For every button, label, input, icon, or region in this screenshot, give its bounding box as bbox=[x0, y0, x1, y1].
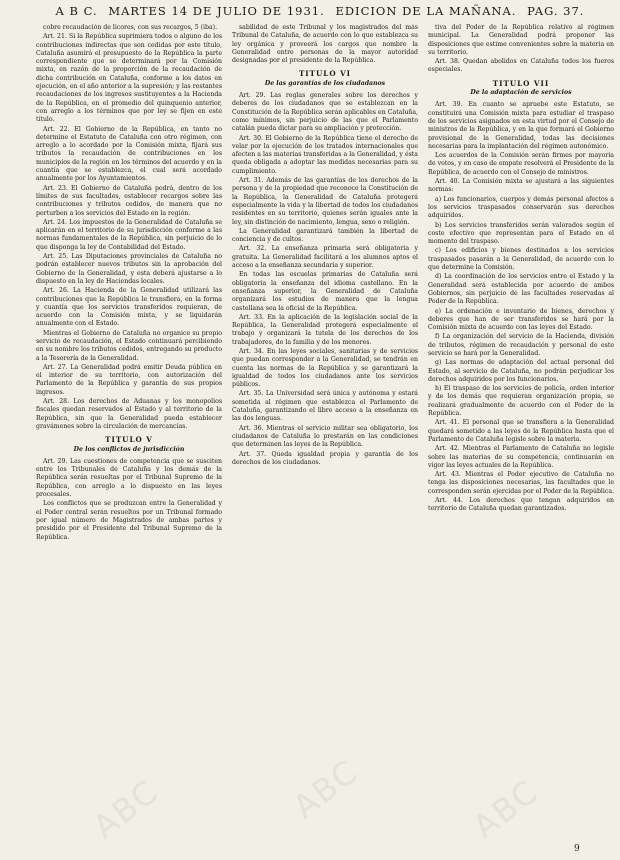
section-subtitle: De la adaptación de servicios bbox=[470, 89, 572, 97]
article-paragraph: Art. 42. Mientras el Parlamento de Cataluña no legisle sobre las materias de su competencia, continuarán en vigor las leyes actuales de la República. bbox=[428, 445, 614, 469]
section-title: TITULO VI bbox=[298, 69, 352, 79]
header-edition: EDICION DE LA MAÑANA. bbox=[335, 4, 517, 18]
article-paragraph: Art. 29. Las reglas generales sobre los derechos y deberes de los ciudadanos que se establezcan en la Constitución de la República serán aplicables en Cataluña, como mínimos, sin perjuicio de las que el Parlamento catalán pueda dictar para su ampliación y protección. bbox=[232, 92, 418, 133]
article-paragraph: Art. 21. Si la República suprimiera todos o alguno de los contribuciones indirectas que son cedidas por este título, Cataluña asumirá el presupuesto de la República la parte correspondiente que se determinará por la Comisión mixta, en razón de la proporción de la recaudación de dicha contribución en Cataluña, conforme a los datos en ejecución, en el año anterior a la supresión; y las restantes recaudaciones de los ingresos sustituyentes a la Hacienda de la República, en el promedio del quinquenio anterior, con arreglo a los términos que por ley se fijen en este título. bbox=[36, 33, 222, 124]
article-paragraph: Art. 35. La Universidad será única y autónoma y estará sometida al régimen que establezca el Parlamento de Cataluña, garantizando el libre acceso a la enseñanza en las dos lenguas. bbox=[232, 390, 418, 423]
article-paragraph: Los acuerdos de la Comisión serán firmes por mayoría de votos, y en caso de empate resolverá el Presidente de la República, de acuerdo con el Consejo de ministros. bbox=[428, 152, 614, 176]
header-date: MARTES 14 DE JULIO DE 1931. bbox=[108, 4, 325, 18]
article-paragraph: Art. 32. La enseñanza primaria será obligatoria y gratuita. La Generalidad facilitará a los alumnos aptos el acceso a la enseñanza secundaria y superior. bbox=[232, 245, 418, 270]
article-paragraph: En todas las escuelas primarias de Cataluña será obligatoria la enseñanza del idioma castellano. En la enseñanza superior, la Generalidad de Cataluña organizará los estudios de manera que la lengua castellana sea la oficial de la República. bbox=[232, 271, 418, 312]
article-paragraph: Art. 27. La Generalidad podrá emitir Deuda pública en el interior de su territorio, con autorización del Parlamento de la República y garantía de sus propios ingresos. bbox=[36, 363, 222, 396]
article-paragraph: a) Los funcionarios, cuerpos y demás personal afectos a los servicios traspasados conservarán sus derechos adquiridos. bbox=[428, 195, 614, 220]
article-columns bbox=[36, 24, 614, 854]
article-paragraph: Art. 43. Mientras el Poder ejecutivo de Cataluña no tenga las disposiciones necesarias, las facultades que le corresponden serán ejercidas por el Poder de la República. bbox=[428, 471, 614, 495]
article-paragraph: Art. 25. Las Diputaciones provinciales de Cataluña no podrán establecer nuevos tributos sin la aprobación del Gobierno de la Generalidad, y esta deberá ajustarse a lo dispuesto en la ley de Haciendas locales. bbox=[36, 253, 222, 285]
section-subtitle: De las garantías de los ciudadanos bbox=[264, 79, 386, 87]
section-subtitle: De los conflictos de jurisdicción bbox=[73, 445, 185, 453]
article-paragraph: Art. 31. Además de las garantías de los derechos de la persona y de la propiedad que reconoce la Constitución de la República, la Generalidad de Cataluña protegerá especialmente la vida y la libertad de todos los ciudadanos residentes en su territorio, quienes serán iguales ante la ley, sin distinción de nacimiento, lengua, sexo o religión. bbox=[232, 177, 418, 226]
article-paragraph: Art. 38. Quedan abolidos en Cataluña todos los fueros especiales. bbox=[428, 58, 614, 74]
article-paragraph: g) Las normas de adaptación del actual personal del Estado, al servicio de Cataluña, no podrán perjudicar los derechos adquiridos por los funcionarios. bbox=[428, 359, 614, 383]
article-paragraph: Art. 23. El Gobierno de Cataluña podrá, dentro de los límites de sus facultades, establecer recargos sobre las contribuciones y tributos cedidos, de manera que no perturben a los servicios del Estado en la región. bbox=[36, 184, 222, 217]
article-paragraph: Los conflictos que se produzcan entre la Generalidad y el Poder central serán resueltos por un Tribunal formado por igual número de Magistrados de ambas partes y presidido por el Presidente del Tribunal Supremo de la República. bbox=[36, 500, 222, 541]
article-paragraph: sabilidad de este Tribunal y los magistrados del más Tribunal de Cataluña, de acuerdo con lo que establezca su ley orgánica y proveerá los cargos que nombre la Generalidad entre personas de la mayor autoridad designadas por el presidente de la República. bbox=[232, 24, 418, 65]
column-right bbox=[428, 24, 614, 854]
article-paragraph: Art. 29. Las cuestiones de competencia que se susciten entre los Tribunales de Cataluña y los demás de la República serán resueltas por el Tribunal Supremo de la República, con arreglo a lo dispuesto en las leyes procesales. bbox=[36, 457, 222, 499]
article-paragraph: Art. 39. En cuanto se apruebe este Estatuto, se constituirá una Comisión mixta para estudiar el traspaso de los servicios asignados en esta virtud por el Consejo de ministros de la República, y en la que formará el Gobierno provisional de la Generalidad, todas las decisiones necesarias para la implantación del régimen autonómico. bbox=[428, 101, 614, 150]
article-paragraph: Mientras el Gobierno de Cataluña no organice su propio servicio de recaudación, el Estado continuará percibiendo en su nombre los tributos cedidos, entregando su producto a la Tesorería de la Generalidad. bbox=[36, 329, 222, 362]
article-paragraph: Art. 22. El Gobierno de la República, en tanto no determine el Estatuto de Cataluña con otro régimen, con arreglo a lo acordado por la Comisión mixta, fijará sus tributos la recaudación de contribuciones en los municipios de la región en los términos del acuerdo y en la cuantía que se establezca, el cual será acordado anualmente por los Ayuntamientos. bbox=[36, 125, 222, 183]
page-mark: 9 bbox=[574, 844, 580, 854]
article-paragraph: b) Los servicios transferidos serán valorados según el coste efectivo que representan para el Estado en el momento del traspaso. bbox=[428, 221, 614, 246]
watermark-abc-3: ABC bbox=[465, 771, 546, 847]
article-paragraph: e) La ordenación e inventario de bienes, derechos y deberes que han de ser transferidos se hará por la Comisión mixta de acuerdo con las leyes del Estado. bbox=[428, 307, 614, 332]
page-header bbox=[40, 4, 600, 22]
article-paragraph: La Generalidad garantizará también la libertad de conciencia y de cultos. bbox=[232, 227, 418, 244]
article-paragraph: Art. 33. En la aplicación de la legislación social de la República, la Generalidad protegerá especialmente el trabajo y organizará la tutela de los derechos de los trabajadores, de la familia y de los menores. bbox=[232, 313, 418, 346]
section-title: TITULO V bbox=[105, 435, 153, 445]
article-paragraph: Art. 26. La Hacienda de la Generalidad utilizará las contribuciones que la República le transfiera, en la forma y cuantía que los servicios transferidos requieran, de acuerdo con la Comisión mixta, y se liquidarán anualmente con el Estado. bbox=[36, 287, 222, 328]
article-paragraph: Art. 36. Mientras el servicio militar sea obligatorio, los ciudadanos de Cataluña lo prestarán en las condiciones que determinen las leyes de la República. bbox=[232, 424, 418, 449]
watermark-abc-2: ABC bbox=[285, 751, 366, 827]
article-paragraph: c) Los edificios y bienes destinados a los servicios traspasados pasarán a la Generalidad, de acuerdo con lo que determine la Comisión. bbox=[428, 247, 614, 272]
article-paragraph: Art. 34. En las leyes sociales, sanitarias y de servicios que puedan corresponder a la Generalidad, se tendrán en cuenta las normas de la República y se garantizará la igualdad de todos los ciudadanos ante los servicios públicos. bbox=[232, 347, 418, 389]
article-paragraph: Art. 28. Los derechos de Aduanas y los monopolios fiscales quedan reservados al Estado y al territorio de la República, sin que la Generalidad pueda establecer gravámenes sobre la circulación de mercancías. bbox=[36, 398, 222, 430]
column-left bbox=[36, 24, 222, 854]
article-paragraph: tiva del Poder de la República relativo al régimen municipal. La Generalidad podrá proponer las disposiciones que estime convenientes sobre la materia en su territorio. bbox=[428, 24, 614, 56]
article-paragraph: d) La coordinación de los servicios entre el Estado y la Generalidad será establecida por acuerdo de ambos Gobiernos, sin perjuicio de las facultades reservadas al Poder de la República. bbox=[428, 273, 614, 306]
section-title: TITULO VII bbox=[492, 78, 550, 88]
header-publication: A B C. bbox=[55, 4, 98, 18]
article-paragraph: h) El traspaso de los servicios de policía, orden interior y de los demás que requieran organización propia, se realizará gradualmente de acuerdo con el Poder de la República. bbox=[428, 385, 614, 418]
article-paragraph: Art. 24. Los impuestos de la Generalidad de Cataluña se aplicarán en el territorio de su jurisdicción conforme a las normas fundamentales de la República, sin perjuicio de lo que disponga la ley de Contabilidad del Estado. bbox=[36, 218, 222, 251]
article-paragraph: cobre recaudación de licores, con sus recargos, 5 (iba). bbox=[43, 24, 218, 31]
article-paragraph: Art. 37. Queda igualdad propia y garantía de los derechos de los ciudadanos. bbox=[232, 450, 418, 466]
article-paragraph: Art. 41. El personal que se transfiera a la Generalidad quedará sometido a las leyes de la República hasta que el Parlamento de Cataluña legisle sobre la materia. bbox=[428, 419, 614, 443]
header-page-number: PAG. 37. bbox=[527, 4, 585, 18]
article-paragraph: Art. 30. El Gobierno de la República tiene el derecho de velar por la ejecución de los tratados internacionales que afecten a las materias transferidas a la Generalidad, y ésta queda obligada a adoptar las medidas necesarias para su cumplimiento. bbox=[232, 134, 418, 175]
article-paragraph: Art. 40. La Comisión mixta se ajustará a las siguientes normas: bbox=[428, 178, 614, 194]
article-paragraph: Art. 44. Los derechos que tengan adquiridos en territorio de Cataluña quedan garantizados. bbox=[428, 497, 614, 513]
watermark-abc-1: ABC bbox=[85, 771, 166, 847]
article-paragraph: f) La organización del servicio de la Hacienda, división de tributos, régimen de recaudación y personal de este servicio se hará por la Generalidad. bbox=[428, 333, 614, 357]
column-middle bbox=[232, 24, 418, 854]
